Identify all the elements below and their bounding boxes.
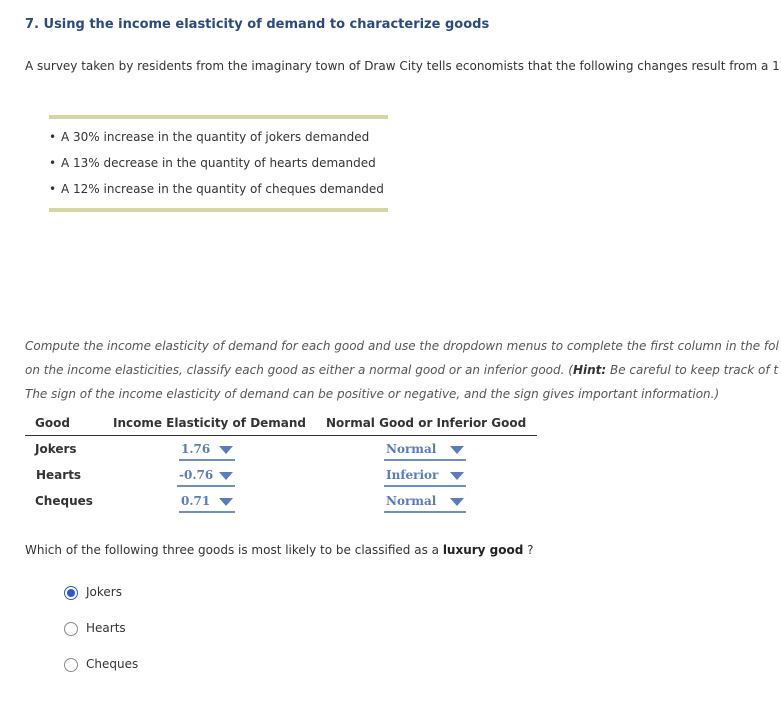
dropdown-value: Normal [386,494,437,508]
list-item-text: A 13% decrease in the quantity of hearts demanded [61,156,376,170]
radio-icon[interactable] [64,658,78,672]
good-name: Cheques [35,494,93,508]
radio-icon[interactable] [64,622,78,636]
option-label: Hearts [86,621,126,635]
luxury-good-term: luxury good [442,543,524,557]
box-bottom-rule [49,208,388,212]
list-item [49,128,384,154]
question-text: Which of the following three goods is most likely to be classified as a [25,543,443,557]
dropdown-value: -0.76 [179,468,214,482]
instructions-line-1: Compute the income elasticity of demand for each good and use the dropdown menus to complete the first column in the fol [25,339,779,353]
luxury-question [25,543,534,557]
instructions-line-2-start: on the income elasticities, classify each good as either a normal good or an inferior good. ( [25,363,573,377]
elasticity-dropdown-hearts[interactable] [177,468,235,487]
header-classification: Normal Good or Inferior Good [326,416,527,430]
table-header [25,414,537,436]
list-item-text: A 30% increase in the quantity of jokers demanded [61,130,370,144]
chevron-down-icon [219,446,233,454]
chevron-down-icon [450,446,464,454]
hint-label: Hint: [572,363,607,377]
radio-selected-icon[interactable] [64,586,78,600]
instructions-line-2 [25,358,779,382]
option-label: Cheques [86,657,139,671]
question-title: 7. Using the income elasticity of demand to characterize goods [25,17,490,32]
elasticity-dropdown-jokers[interactable] [179,442,235,461]
chevron-down-icon [450,472,464,480]
intro-text: A survey taken by residents from the imaginary town of Draw City tells economists that the following changes result from a 1 [25,59,780,73]
header-good: Good [35,416,70,430]
question-mark: ? [523,543,534,557]
classification-dropdown-cheques[interactable] [384,494,466,513]
list-item [49,154,384,180]
instructions-line-3: The sign of the income elasticity of demand can be positive or negative, and the sign gives important information.) [25,387,720,401]
list-item [49,180,384,206]
instructions [25,334,779,406]
elasticity-dropdown-cheques[interactable] [179,494,235,513]
option-label: Jokers [86,585,122,599]
table-row [25,436,537,462]
dropdown-value: Inferior [386,468,439,482]
header-elasticity: Income Elasticity of Demand [113,416,307,430]
instructions-line-2-end: Be careful to keep track of t [606,363,779,377]
survey-results-box [49,115,388,213]
survey-results-list [49,128,384,206]
box-top-rule [49,115,388,119]
dropdown-value: 1.76 [181,442,211,456]
chevron-down-icon [450,498,464,506]
elasticity-table [25,414,537,514]
bullet-icon: • [49,182,57,196]
dropdown-value: Normal [386,442,437,456]
table-row [25,462,537,488]
chevron-down-icon [219,498,233,506]
good-name: Hearts [36,468,82,482]
classification-dropdown-jokers[interactable] [384,442,466,461]
good-name: Jokers [35,442,77,456]
bullet-icon: • [49,130,57,144]
chevron-down-icon [219,472,233,480]
table-row [25,488,537,514]
bullet-icon: • [49,156,57,170]
classification-dropdown-hearts[interactable] [384,468,466,487]
list-item-text: A 12% increase in the quantity of cheques demanded [61,182,384,196]
dropdown-value: 0.71 [181,494,211,508]
